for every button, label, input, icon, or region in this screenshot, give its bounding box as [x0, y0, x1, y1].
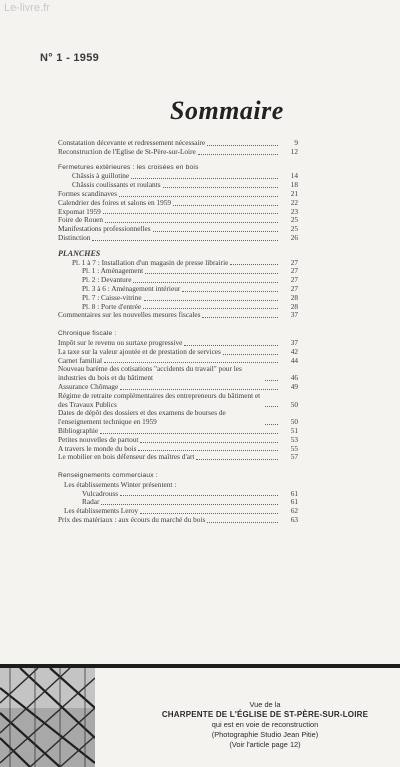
toc-leader-dots: [202, 317, 278, 318]
toc-entry-page: 27: [290, 283, 298, 293]
caption-line-1: Vue de la: [249, 700, 281, 709]
toc-entry-page: 37: [290, 310, 298, 320]
toc-leader-dots: [143, 308, 278, 309]
toc-entry: [58, 392, 298, 410]
toc-leader-dots: [265, 406, 278, 407]
toc-leader-dots: [138, 450, 278, 451]
toc-entry-title: Vulcadrouss: [82, 488, 119, 498]
toc-entry: [58, 311, 298, 320]
toc-leader-dots: [265, 424, 278, 425]
toc-entry-page: 49: [290, 381, 298, 391]
toc-entry-page: 61: [290, 497, 298, 507]
toc-entry-page: 26: [290, 232, 298, 242]
toc-entry-page: 25: [290, 224, 298, 234]
toc-entry-title: Manifestations professionnelles: [58, 224, 151, 234]
toc-leader-dots: [182, 291, 278, 292]
toc-entry-page: 28: [290, 292, 298, 302]
toc-entry-page: 27: [290, 266, 298, 276]
toc-leader-dots: [145, 273, 278, 274]
toc-entry-title: Distinction: [58, 232, 91, 242]
toc-spacer: [58, 157, 298, 164]
toc-entry: [58, 365, 298, 383]
toc-entry-title: Pl. 7 : Caisse-vitrine: [82, 292, 142, 302]
site-watermark: Le-livre.fr: [4, 2, 50, 14]
toc-entry: [58, 148, 298, 157]
church-frame-photo: [0, 668, 95, 767]
toc-entry-title: A travers le monde du bois: [58, 443, 137, 453]
toc-entry-page: 28: [290, 301, 298, 311]
toc-entry-title: Reconstruction de l'Eglise de St-Père-sur-Loire: [58, 146, 196, 156]
toc-entry-title: Calendrier des foires et salons en 1959: [58, 197, 172, 207]
toc-leader-dots: [100, 433, 278, 434]
toc-entry-title: Châssis à guillotine: [72, 171, 130, 181]
toc-entry-title: Dates de dépôt des dossiers et des examens de bourses de l'enseignement technique en 1959: [58, 408, 226, 427]
toc-leader-dots: [120, 389, 278, 390]
toc-entry: [58, 516, 298, 525]
toc-entry-title: Expomat 1959: [58, 206, 101, 216]
toc-entry-title: Le mobilier en bois défenseur des maîtres d'art: [58, 452, 195, 462]
toc-entry-page: 55: [290, 443, 298, 453]
toc-entry-title: Renseignements commerciaux :: [58, 472, 158, 480]
toc-entry-title: Pl. 1 : Aménagement: [82, 266, 144, 276]
toc-entry-page: 63: [290, 515, 298, 525]
toc-entry-page: 51: [290, 425, 298, 435]
toc-entry-page: 9: [294, 138, 298, 147]
caption-line-3: qui est en voie de reconstruction: [211, 720, 319, 729]
toc-entry-title: Radar: [82, 497, 100, 507]
toc-entry-page: 21: [290, 188, 298, 198]
caption-line-2: CHARPENTE DE L'ÉGLISE DE ST-PÈRE-SUR-LOIRE: [161, 710, 369, 719]
toc-leader-dots: [230, 264, 278, 265]
toc-leader-dots: [265, 380, 278, 381]
toc-entry-title: Formes scandinaves: [58, 188, 117, 198]
toc-entry-title: Pl. 3 à 6 : Aménagement intérieur: [82, 283, 181, 293]
toc-entry: [58, 409, 298, 427]
toc-leader-dots: [103, 213, 278, 214]
toc-entry-title: Commentaires sur les nouvelles mesures fiscales: [58, 310, 201, 320]
toc-spacer: [58, 462, 298, 472]
toc-leader-dots: [184, 345, 278, 346]
toc-leader-dots: [207, 522, 278, 523]
toc-leader-dots: [105, 222, 278, 223]
toc-leader-dots: [144, 300, 278, 301]
toc-entry-title: Les établissements Leroy: [64, 506, 139, 516]
toc-leader-dots: [198, 154, 278, 155]
toc-entry-title: Petites nouvelles de partout: [58, 434, 139, 444]
toc-entry-page: 25: [290, 215, 298, 225]
toc-entry-title: Assurance Chômage: [58, 381, 119, 391]
toc-entry-page: 27: [290, 257, 298, 267]
toc-entry-title: Nouveau barème des cotisations "accidents du travail" pour les industries du bois et du bâtiment: [58, 364, 242, 383]
photo-caption: [150, 700, 380, 750]
toc-entry: [58, 225, 298, 234]
toc-entry-page: 46: [290, 373, 298, 383]
toc-entry-title: La taxe sur la valeur ajoutée et de prestation de services: [58, 346, 221, 356]
toc-leader-dots: [92, 240, 278, 241]
toc-leader-dots: [119, 196, 278, 197]
toc-entry-title: Constatation décevante et redressement nécessaire: [58, 138, 206, 147]
toc-entry-page: 50: [290, 417, 298, 427]
issue-number: N° 1 - 1959: [40, 52, 100, 64]
toc-leader-dots: [207, 145, 278, 146]
toc-entry-page: 27: [290, 275, 298, 285]
toc-leader-dots: [101, 504, 278, 505]
toc-entry-page: 37: [290, 337, 298, 347]
toc-entry-title: Pl. 1 à 7 : Installation d'un magasin de presse librairie: [72, 257, 229, 267]
toc-entry-page: 44: [290, 355, 298, 365]
toc-entry: [58, 453, 298, 462]
toc-entry-title: Châssis coulissants et roulants: [72, 180, 161, 190]
toc-leader-dots: [120, 495, 278, 496]
page-title: Sommaire: [170, 96, 284, 125]
toc-entry-page: 12: [290, 146, 298, 156]
toc-entry-title: Les établissements Winter présentent :: [64, 479, 177, 489]
toc-entry-page: 23: [290, 206, 298, 216]
toc-entry-page: 50: [290, 399, 298, 409]
toc-entry-title: Impôt sur le revenu ou surtaxe progressive: [58, 337, 183, 347]
toc-entry-title: PLANCHES: [58, 248, 101, 258]
toc-entry-page: 14: [290, 171, 298, 181]
toc-entry-title: Fermetures extérieures : les croisées en bois: [58, 163, 199, 171]
toc-entry-title: Prix des matériaux : aux écours du marché du bois: [58, 515, 206, 525]
toc-spacer: [58, 320, 298, 330]
toc-leader-dots: [133, 282, 278, 283]
caption-line-4: (Photographie Studio Jean Pitie): [211, 730, 319, 739]
toc-entry-title: Pl. 8 : Porte d'entrée: [82, 301, 142, 311]
toc-entry-page: 57: [290, 452, 298, 462]
toc-entry-title: Régime de retraite complémentaires des entrepreneurs du bâtiment et des Travaux Publics: [58, 390, 261, 409]
toc-leader-dots: [196, 459, 278, 460]
toc-entry-title: Foire de Rouen: [58, 215, 103, 225]
toc-leader-dots: [163, 187, 278, 188]
caption-line-5: (Voir l'article page 12): [229, 740, 301, 749]
toc-entry-title: Pl. 2 : Devanture: [82, 275, 132, 285]
toc-leader-dots: [173, 205, 278, 206]
toc-entry-page: 53: [290, 434, 298, 444]
table-of-contents: [58, 139, 298, 525]
toc-entry-title: Carnet familial: [58, 355, 102, 365]
toc-leader-dots: [140, 513, 278, 514]
toc-leader-dots: [131, 178, 278, 179]
toc-leader-dots: [153, 231, 278, 232]
toc-leader-dots: [104, 362, 278, 363]
toc-leader-dots: [140, 442, 278, 443]
toc-entry-title: Chronique fiscale :: [58, 330, 117, 338]
roof-framework-image: [0, 668, 95, 767]
toc-entry-page: 22: [290, 197, 298, 207]
toc-leader-dots: [223, 354, 278, 355]
toc-entry-page: 62: [290, 506, 298, 516]
toc-entry: [58, 234, 298, 243]
toc-entry-page: 61: [290, 488, 298, 498]
toc-entry-page: 42: [290, 346, 298, 356]
toc-entry-title: Bibliographie: [58, 425, 99, 435]
toc-entry-page: 18: [290, 180, 298, 190]
